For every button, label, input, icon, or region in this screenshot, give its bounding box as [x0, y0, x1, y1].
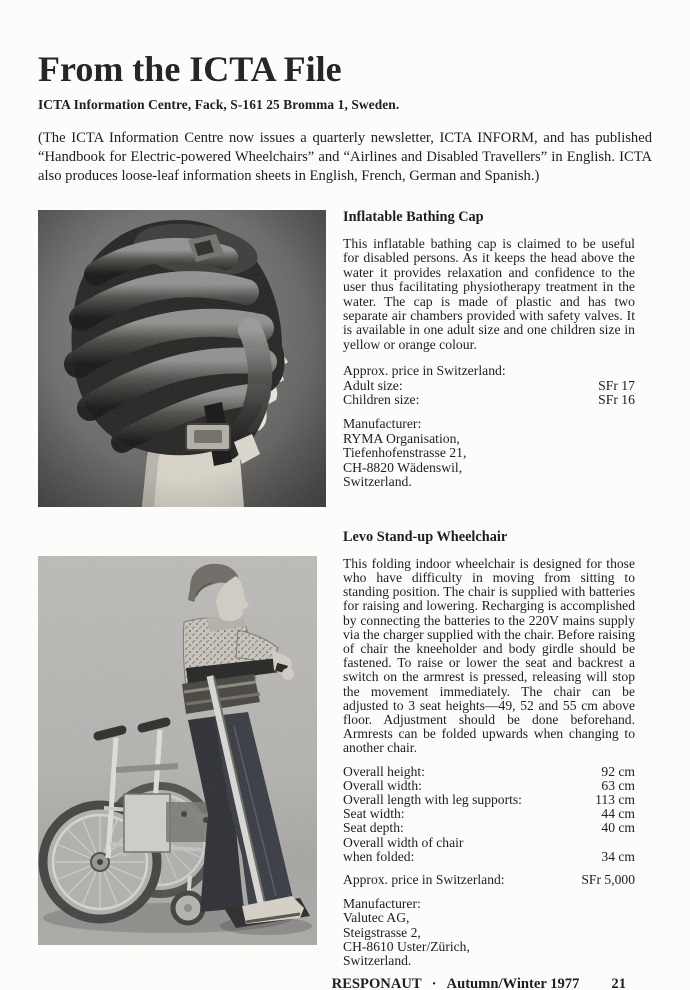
page-title: From the ICTA File	[38, 49, 342, 89]
price-label: Children size:	[343, 392, 420, 408]
section-bathing-cap	[38, 210, 652, 507]
manufacturer-line: CH-8610 Uster/Zürich,	[343, 938, 470, 954]
spec-label: Overall height:	[343, 763, 425, 779]
text-col-bathing-cap	[343, 210, 635, 507]
manufacturer-line: Valutec AG,	[343, 910, 410, 926]
manufacturer-line: CH-8820 Wädenswil,	[343, 459, 463, 475]
price-value: SFr 17	[598, 377, 635, 393]
price-label: Approx. price in Switzerland:	[343, 872, 505, 888]
spec-value: 44 cm	[601, 806, 635, 822]
price-row	[343, 379, 635, 393]
manufacturer-label: Manufacturer:	[343, 416, 422, 432]
price-block	[343, 364, 635, 407]
spec-value: 40 cm	[601, 820, 635, 836]
magazine-name: RESPONAUT	[331, 976, 422, 990]
specs-table	[343, 765, 635, 864]
body-paragraph: This inflatable bathing cap is claimed to be useful for disabled persons. As it keeps the head above the water it provides relaxation and confidence to the user thus facilitating physiotherapy treatment in the water. The cap is made of plastic and has two separate air chambers provided with safety valves. It is available in one adult size and one children size in yellow or orange colour.	[343, 236, 635, 352]
bathing-cap-photo	[38, 210, 326, 507]
page-number: 21	[611, 976, 626, 990]
wheelchair-photo	[38, 556, 317, 945]
section-wheelchair	[38, 530, 652, 969]
price-value: SFr 5,000	[581, 872, 635, 888]
spec-row	[343, 807, 635, 821]
spec-value: 113 cm	[595, 792, 635, 808]
text-col-wheelchair	[343, 530, 635, 969]
photo-col-bathing-cap	[38, 210, 326, 507]
spec-row	[343, 836, 635, 850]
spec-value: 92 cm	[601, 763, 635, 779]
manufacturer-block	[343, 417, 635, 489]
footer-separator: ·	[431, 976, 437, 990]
price-row	[343, 873, 635, 887]
spec-label: Overall width of chair	[343, 834, 464, 850]
manufacturer-line: Steigstrasse 2,	[343, 924, 421, 940]
spec-value: 63 cm	[601, 777, 635, 793]
manufacturer-line: Tiefenhofenstrasse 21,	[343, 445, 467, 461]
page-footer	[38, 976, 652, 990]
manufacturer-block	[343, 897, 635, 968]
photo-col-wheelchair	[38, 530, 326, 969]
spec-label: Seat depth:	[343, 820, 404, 836]
section-heading: Levo Stand-up Wheelchair	[343, 528, 508, 545]
price-value: SFr 16	[598, 392, 635, 408]
spec-row	[343, 821, 635, 835]
price-row	[343, 393, 635, 407]
manufacturer-line: Switzerland.	[343, 953, 412, 969]
address-line: ICTA Information Centre, Fack, S-161 25 Bromma 1, Sweden.	[38, 97, 400, 112]
spec-row	[343, 850, 635, 864]
spec-value: 34 cm	[601, 848, 635, 864]
manufacturer-label: Manufacturer:	[343, 896, 421, 912]
manufacturer-line: Switzerland.	[343, 474, 412, 490]
body-paragraph: This folding indoor wheelchair is designed for those who have difficulty in moving from sitting to standing position. The chair is supplied with batteries for raising and lowering. Recharging is accomplished by connecting the batteries to the 220V mains supply via the charger supplied with the chair. Before raising of chair the kneeholder and body girdle should be fastened. To raise or lower the seat and backrest a switch on the armrest is pressed, releasing will stop the movement immediately. The chair can be adjusted to 3 seat heights—49, 52 and 55 cm above floor. Adjustment should be done beforehand. Armrests can be folded upwards when changing to another chair.	[343, 555, 635, 756]
issue-date: Autumn/Winter 1977	[446, 976, 580, 990]
spec-label: Seat width:	[343, 806, 405, 822]
intro-paragraph: (The ICTA Information Centre now issues a quarterly newsletter, ICTA INFORM, and has published “Handbook for Electric-powered Wheelchairs” and “Airlines and Disabled Travellers” in English. ICTA also produces loose-leaf information sheets in English, French, German and Spanish.)	[38, 130, 652, 185]
spec-label: Overall length with leg supports:	[343, 792, 522, 808]
manufacturer-line: RYMA Organisation,	[343, 430, 460, 446]
spec-label: Overall width:	[343, 777, 422, 793]
spec-row	[343, 793, 635, 807]
price-label: Adult size:	[343, 377, 403, 393]
spec-row	[343, 765, 635, 779]
price-heading: Approx. price in Switzerland:	[343, 363, 506, 379]
spec-label: when folded:	[343, 848, 415, 864]
spec-row	[343, 779, 635, 793]
section-heading: Inflatable Bathing Cap	[343, 208, 484, 225]
